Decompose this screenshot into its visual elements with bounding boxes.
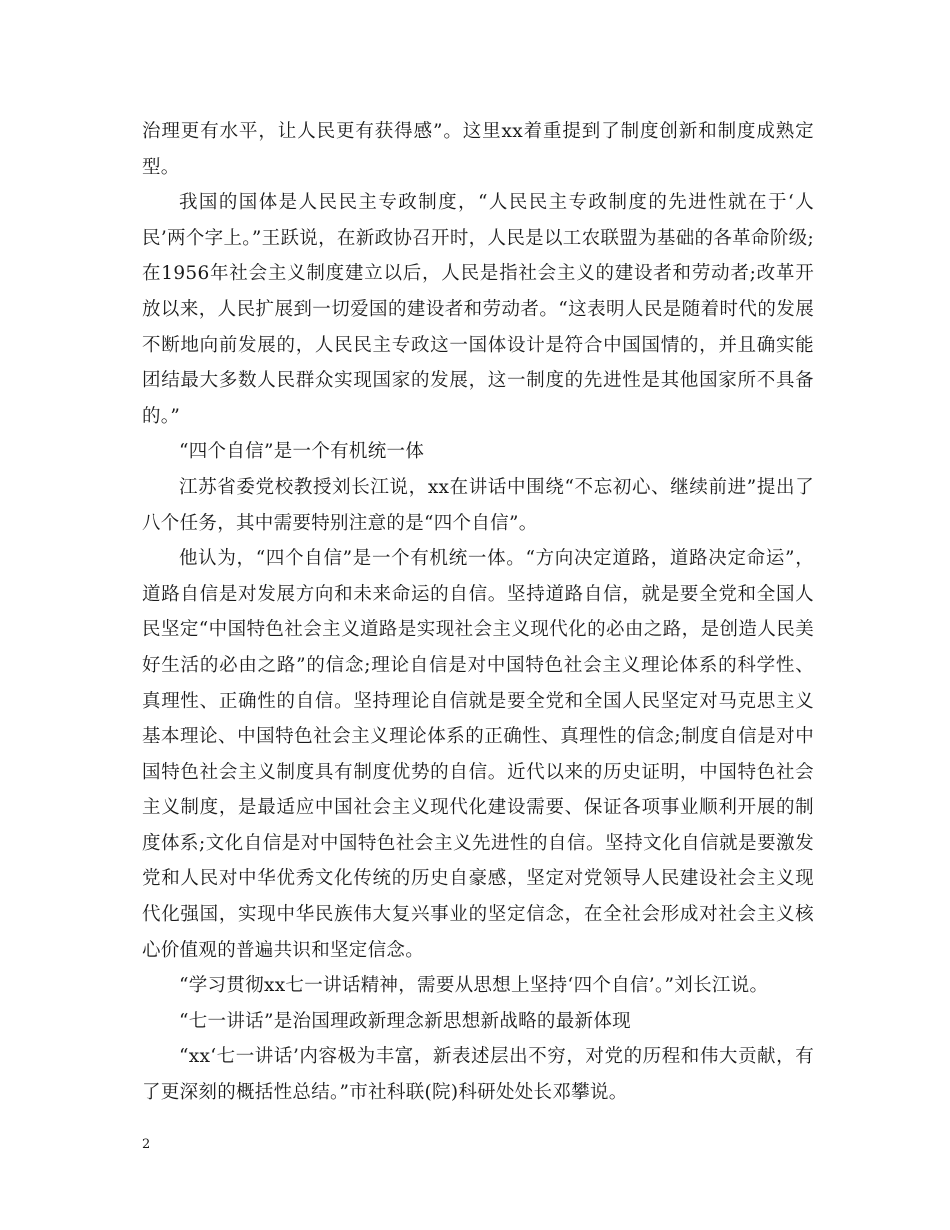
- paragraph-1: 治理更有水平，让人民更有获得感”。这里xx着重提到了制度创新和制度成熟定型。: [142, 121, 814, 178]
- paragraph-3: 江苏省委党校教授刘长江说，xx在讲话中围绕“不忘初心、继续前进”提出了八个任务，其中需要特别注意的是“四个自信”。: [142, 476, 814, 534]
- page-number: 2: [142, 1137, 151, 1152]
- document-body: [142, 114, 814, 1111]
- paragraph-2: 我国的国体是人民民主专政制度，“人民民主专政制度的先进性就在于‘人民’两个字上。”王跃说，在新政协召开时，人民是以工农联盟为基础的各革命阶级;在1956年社会主义制度建立以后，人民是指社会主义的建设者和劳动者;改革开放以来，人民扩展到一切爱国的建设者和劳动者。“这表明人民是随着时代的发展不断地向前发展的，人民民主专政这一国体设计是符合中国国情的，并且确实能团结最大多数人民群众实现国家的发展，这一制度的先进性是其他国家所不具备的。”: [142, 192, 814, 427]
- paragraph-4: 他认为，“四个自信”是一个有机统一体。“方向决定道路，道路决定命运”，道路自信是对发展方向和未来命运的自信。坚持道路自信，就是要全党和全国人民坚定“中国特色社会主义道路是实现社会主义现代化的必由之路，是创造人民美好生活的必由之路”的信念;理论自信是对中国特色社会主义理论体系的科学性、真理性、正确性的自信。坚持理论自信就是要全党和全国人民坚定对马克思主义基本理论、中国特色社会主义理论体系的正确性、真理性的信念;制度自信是对中国特色社会主义制度具有制度优势的自信。近代以来的历史证明，中国特色社会主义制度，是最适应中国社会主义现代化建设需要、保证各项事业顺利开展的制度体系;文化自信是对中国特色社会主义先进性的自信。坚持文化自信就是要激发党和人民对中华优秀文化传统的历史自豪感，坚定对党领导人民建设社会主义现代化强国，实现中华民族伟大复兴事业的坚定信念，在全社会形成对社会主义核心价值观的普遍共识和坚定信念。: [142, 548, 814, 961]
- section-heading-july-first-speech: “七一讲话”是治国理政新理念新思想新战略的最新体现: [179, 1010, 631, 1032]
- paragraph-5: “学习贯彻xx七一讲话精神，需要从思想上坚持‘四个自信’。”刘长江说。: [179, 975, 769, 997]
- section-heading-four-confidences: “四个自信”是一个有机统一体: [179, 441, 425, 463]
- paragraph-6: “xx‘七一讲话’内容极为丰富，新表述层出不穷，对党的历程和伟大贡献，有了更深刻的概括性总结。”市社科联(院)科研处处长邓攀说。: [142, 1046, 814, 1104]
